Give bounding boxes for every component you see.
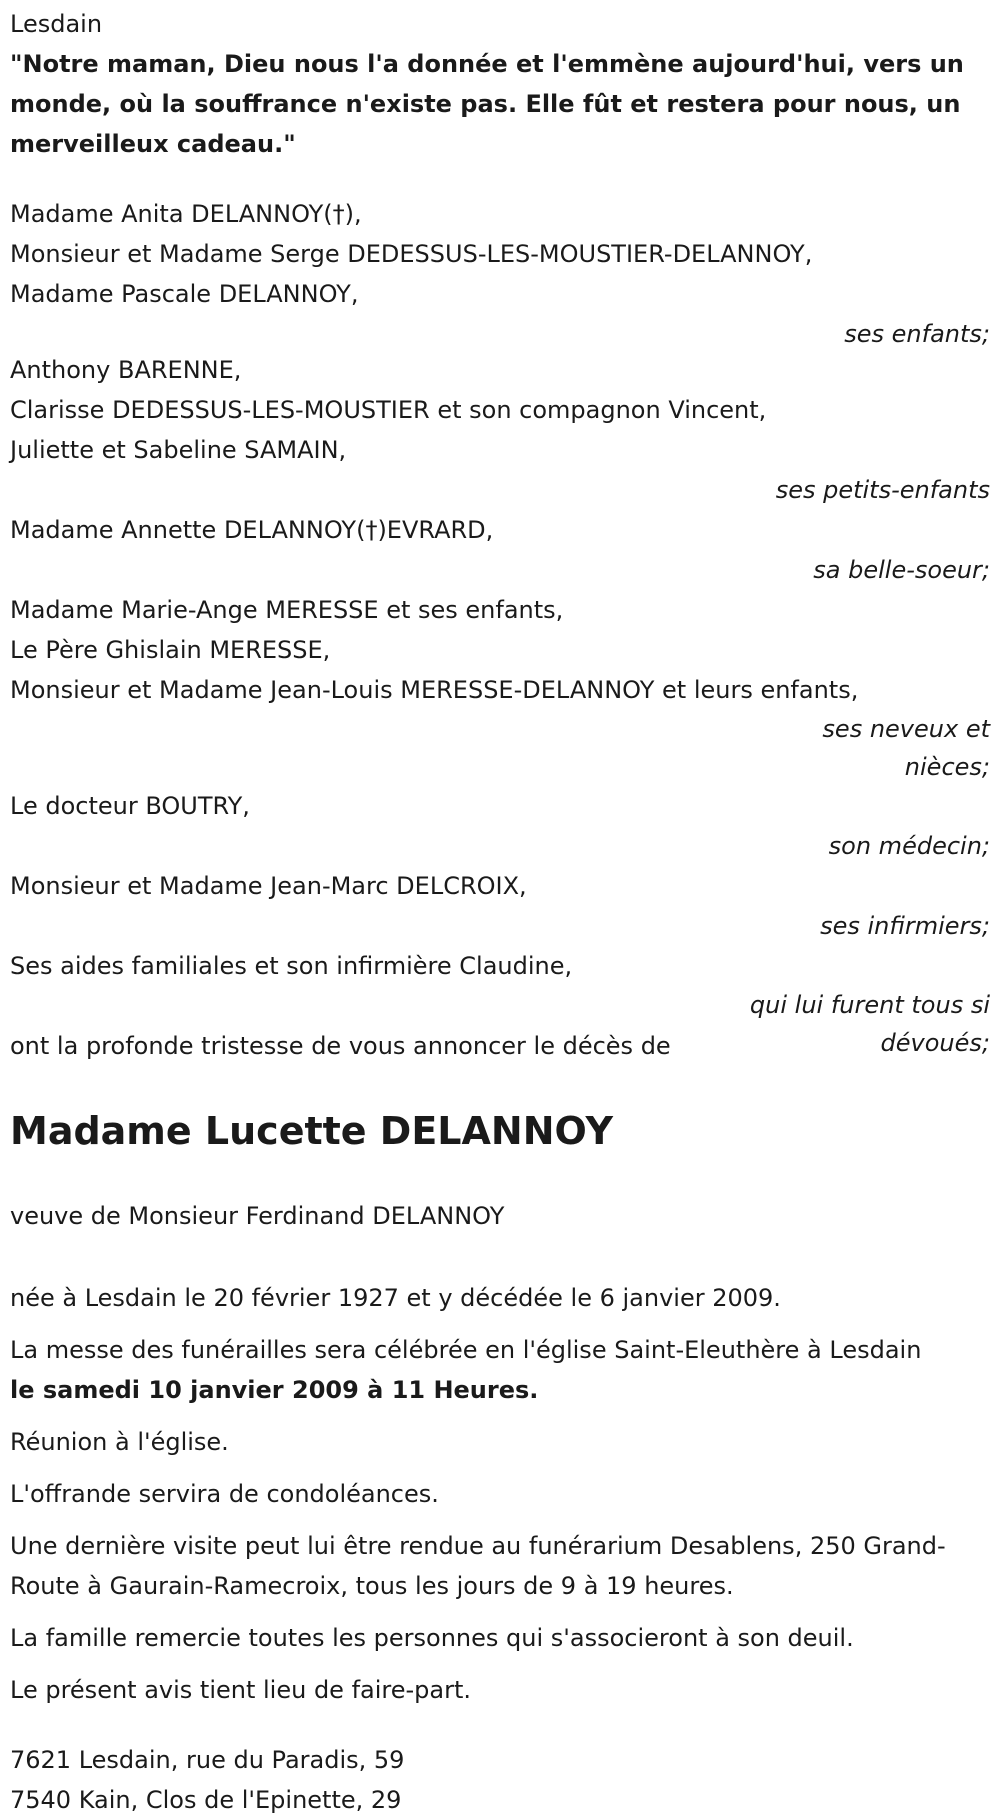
family-group-nurses <box>10 866 990 946</box>
family-name: Le Père Ghislain MERESSE, <box>10 636 331 664</box>
family-group-children <box>10 194 990 354</box>
address-line: 7540 Kain, Clos de l'Epinette, 29 <box>10 1786 402 1814</box>
place-header: Lesdain <box>10 10 103 38</box>
family-role: ses neveux et nièces; <box>822 715 990 781</box>
spacer <box>10 1710 990 1740</box>
family-role: qui lui furent tous si dévoués; <box>749 991 990 1057</box>
family-role: ses enfants; <box>844 320 990 348</box>
family-name: Madame Pascale DELANNOY, <box>10 280 359 308</box>
thanks-info: La famille remercie toutes les personnes qui s'associeront à son deuil. <box>10 1624 854 1652</box>
notice-info: Le présent avis tient lieu de faire-part. <box>10 1676 472 1704</box>
family-name: Madame Annette DELANNOY(†)EVRARD, <box>10 516 494 544</box>
family-group-grandchildren <box>10 350 990 510</box>
spacer <box>10 164 990 194</box>
address-line: 7621 Lesdain, rue du Paradis, 59 <box>10 1746 405 1774</box>
widow-of: veuve de Monsieur Ferdinand DELANNOY <box>10 1202 505 1230</box>
family-role: ses petits-enfants <box>775 476 990 504</box>
quote: "Notre maman, Dieu nous l'a donnée et l'emmène aujourd'hui, vers un monde, où la souffrance n'existe pas. Elle fût et restera pour nous, un merveilleux cadeau." <box>10 50 964 158</box>
funeral-date: le samedi 10 janvier 2009 à 11 Heures. <box>10 1376 539 1404</box>
family-name: Clarisse DEDESSUS-LES-MOUSTIER et son compagnon Vincent, <box>10 396 767 424</box>
visit-info: Une dernière visite peut lui être rendue au funérarium Desablens, 250 Grand-Route à Gaurain-Ramecroix, tous les jours de 9 à 19 heures. <box>10 1532 946 1600</box>
offering-info: L'offrande servira de condoléances. <box>10 1480 439 1508</box>
family-name: Monsieur et Madame Jean-Marc DELCROIX, <box>10 872 527 900</box>
family-name: Juliette et Sabeline SAMAIN, <box>10 436 347 464</box>
family-name: Ses aides familiales et son infirmière Claudine, <box>10 952 573 980</box>
family-name: Monsieur et Madame Jean-Louis MERESSE-DELANNOY et leurs enfants, <box>10 676 859 704</box>
family-role: sa belle-soeur; <box>813 556 990 584</box>
family-name: Madame Marie-Ange MERESSE et ses enfants, <box>10 596 564 624</box>
family-group-sister-in-law <box>10 510 990 590</box>
family-group-caregivers <box>10 946 990 1066</box>
meeting-info: Réunion à l'église. <box>10 1428 229 1456</box>
family-role: son médecin; <box>828 832 990 860</box>
deceased-name: Madame Lucette DELANNOY <box>10 1109 613 1153</box>
family-role: ses infirmiers; <box>820 912 990 940</box>
family-group-doctor <box>10 786 990 866</box>
announce-text: ont la profonde tristesse de vous annoncer le décès de <box>10 1032 671 1060</box>
family-name: Madame Anita DELANNOY(†), <box>10 200 362 228</box>
funeral-info <box>10 1330 930 1410</box>
family-name: Le docteur BOUTRY, <box>10 792 250 820</box>
funeral-text: La messe des funérailles sera célébrée en l'église Saint-Eleuthère à Lesdain <box>10 1336 922 1364</box>
family-name: Monsieur et Madame Serge DEDESSUS-LES-MOUSTIER-DELANNOY, <box>10 240 813 268</box>
family-name: Anthony BARENNE, <box>10 356 242 384</box>
birth-death: née à Lesdain le 20 février 1927 et y décédée le 6 janvier 2009. <box>10 1284 781 1312</box>
spacer <box>10 1236 990 1278</box>
obituary-page <box>10 4 990 1820</box>
family-group-nephews <box>10 590 990 786</box>
